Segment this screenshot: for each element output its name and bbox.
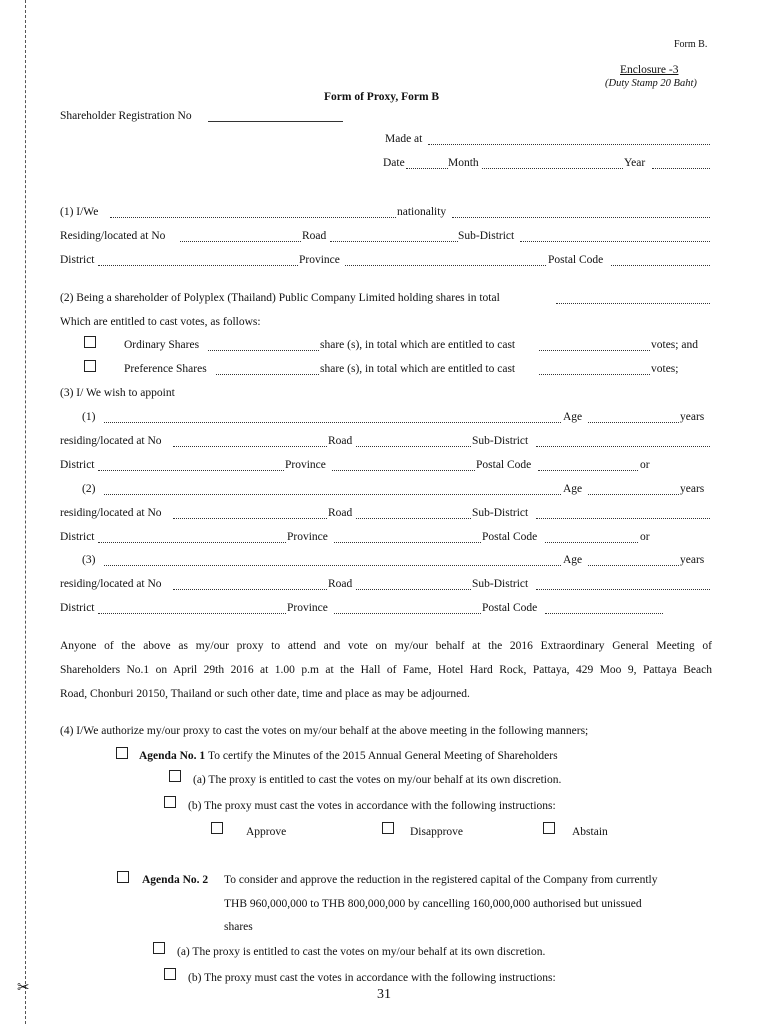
agenda-2-option-a-label: (a) The proxy is entitled to cast the votes on my/our behalf at its own discretion. — [177, 946, 546, 958]
proxy-3-province-field[interactable] — [334, 613, 481, 614]
votes-end-label: votes; — [651, 363, 679, 375]
proxy-3-name-field[interactable] — [104, 565, 561, 566]
made-at-field[interactable] — [428, 144, 710, 145]
postal-code-label: Postal Code — [548, 254, 604, 266]
registration-no-label: Shareholder Registration No — [60, 110, 192, 122]
agenda-2-option-b-label: (b) The proxy must cast the votes in accordance with the following instructions: — [188, 972, 556, 984]
month-field[interactable] — [482, 168, 623, 169]
proxy-2-years-label: years — [680, 483, 705, 495]
duty-stamp-note: (Duty Stamp 20 Baht) — [605, 78, 697, 89]
nationality-label: nationality — [397, 206, 447, 218]
proxy-1-postal-code-field[interactable] — [538, 470, 638, 471]
agenda-1-title: Agenda No. 1 To certify the Minutes of the 2015 Annual General Meeting of Shareholders — [139, 750, 558, 762]
proxy-2-sub-district-field[interactable] — [536, 518, 710, 519]
proxy-2-road-label: Road — [328, 507, 353, 519]
proxy-3-district-field[interactable] — [98, 613, 286, 614]
proxy-2-district-label: District — [60, 531, 95, 543]
proxy-1-province-label: Province — [285, 459, 326, 471]
agenda-1-approve-label: Approve — [246, 826, 287, 838]
ordinary-share-text: share (s), in total which are entitled to cast — [320, 339, 516, 351]
agenda-2-text-line-1: To consider and approve the reduction in the registered capital of the Company from currently — [224, 874, 658, 886]
proxy-1-number: (1) — [82, 411, 96, 423]
year-field[interactable] — [652, 168, 710, 169]
authorize-intro: (4) I/We authorize my/our proxy to cast the votes on my/our behalf at the above meeting in the following manners; — [60, 725, 589, 737]
agenda-2-option-a-checkbox[interactable] — [153, 942, 165, 954]
agenda-1-option-b-checkbox[interactable] — [164, 796, 176, 808]
month-label: Month — [448, 157, 479, 169]
name-field[interactable] — [110, 217, 396, 218]
preference-shares-label: Preference Shares — [124, 363, 207, 375]
proxy-3-postal-code-label: Postal Code — [482, 602, 538, 614]
residing-label: Residing/located at No — [60, 230, 166, 242]
ordinary-shares-label: Ordinary Shares — [124, 339, 200, 351]
enclosure-label: Enclosure -3 — [620, 64, 679, 76]
agenda-1-option-a-checkbox[interactable] — [169, 770, 181, 782]
agenda-2-text-line-2: THB 960,000,000 to THB 800,000,000 by cancelling 160,000,000 authorised but unissued — [224, 898, 642, 910]
preference-shares-checkbox[interactable] — [84, 360, 96, 372]
proxy-1-province-field[interactable] — [332, 470, 475, 471]
proxy-3-address-no-field[interactable] — [173, 589, 327, 590]
proxy-2-address-no-field[interactable] — [173, 518, 327, 519]
proxy-3-years-label: years — [680, 554, 705, 566]
cut-line — [25, 0, 26, 1024]
proxy-2-province-field[interactable] — [334, 542, 481, 543]
proxy-3-sub-district-field[interactable] — [536, 589, 710, 590]
proxy-2-postal-code-label: Postal Code — [482, 531, 538, 543]
proxy-2-residing-label: residing/located at No — [60, 507, 162, 519]
agenda-1-approve-checkbox[interactable] — [211, 822, 223, 834]
agenda-1-abstain-checkbox[interactable] — [543, 822, 555, 834]
ordinary-shares-checkbox[interactable] — [84, 336, 96, 348]
agenda-2-checkbox[interactable] — [117, 871, 129, 883]
votes-and-label: votes; and — [651, 339, 698, 351]
page-title: Form of Proxy, Form B — [324, 91, 440, 103]
proxy-2-province-label: Province — [287, 531, 328, 543]
sub-district-field[interactable] — [520, 241, 710, 242]
nationality-field[interactable] — [452, 217, 710, 218]
proxy-2-district-field[interactable] — [98, 542, 286, 543]
proxy-1-years-label: years — [680, 411, 705, 423]
proxy-2-sub-district-label: Sub-District — [472, 507, 529, 519]
sub-district-label: Sub-District — [458, 230, 515, 242]
district-label: District — [60, 254, 95, 266]
proxy-3-province-label: Province — [287, 602, 328, 614]
proxy-1-address-no-field[interactable] — [173, 446, 327, 447]
proxy-1-age-field[interactable] — [588, 422, 679, 423]
agenda-2-label: Agenda No. 2 — [142, 874, 209, 886]
total-shares-field[interactable] — [556, 303, 710, 304]
form-label: Form B. — [674, 39, 708, 50]
proxy-3-age-label: Age — [563, 554, 583, 566]
date-field[interactable] — [406, 168, 448, 169]
proxy-1-or-label: or — [640, 459, 650, 471]
date-label: Date — [383, 157, 405, 169]
proxy-3-district-label: District — [60, 602, 95, 614]
proxy-2-number: (2) — [82, 483, 96, 495]
meeting-paragraph-line-1: Anyone of the above as my/our proxy to attend and vote on my/our behalf at the 2016 Extraordinary General Meeting of — [60, 640, 712, 652]
proxy-1-road-field[interactable] — [356, 446, 471, 447]
agenda-2-text-line-3: shares — [224, 921, 253, 933]
appoint-intro: (3) I/ We wish to appoint — [60, 387, 175, 399]
shareholder-intro: (2) Being a shareholder of Polyplex (Thailand) Public Company Limited holding shares in total — [60, 292, 500, 304]
proxy-2-name-field[interactable] — [104, 494, 561, 495]
postal-code-field[interactable] — [611, 265, 710, 266]
entitled-votes-text: Which are entitled to cast votes, as follows: — [60, 316, 261, 328]
address-no-field[interactable] — [180, 241, 301, 242]
proxy-1-sub-district-field[interactable] — [536, 446, 710, 447]
page-number: 31 — [377, 987, 391, 1002]
preference-votes-field[interactable] — [539, 374, 650, 375]
proxy-3-number: (3) — [82, 554, 96, 566]
agenda-1-option-b-label: (b) The proxy must cast the votes in accordance with the following instructions: — [188, 800, 556, 812]
year-label: Year — [624, 157, 646, 169]
province-field[interactable] — [345, 265, 546, 266]
i-we-label: (1) I/We — [60, 206, 99, 218]
made-at-label: Made at — [385, 133, 423, 145]
preference-shares-field[interactable] — [216, 374, 319, 375]
proxy-1-postal-code-label: Postal Code — [476, 459, 532, 471]
proxy-2-or-label: or — [640, 531, 650, 543]
road-label: Road — [302, 230, 327, 242]
agenda-2-option-b-checkbox[interactable] — [164, 968, 176, 980]
ordinary-shares-field[interactable] — [208, 350, 319, 351]
proxy-2-road-field[interactable] — [356, 518, 471, 519]
meeting-paragraph-line-2: Shareholders No.1 on April 29th 2016 at 1.00 p.m at the Hall of Fame, Hotel Hard Rock, Pattaya, 429 Moo 9, Pattaya Beach — [60, 664, 712, 676]
proxy-1-district-field[interactable] — [98, 470, 284, 471]
meeting-paragraph-line-3: Road, Chonburi 20150, Thailand or such other date, time and place as may be adjourned. — [60, 688, 470, 700]
road-field[interactable] — [330, 241, 458, 242]
proxy-2-age-label: Age — [563, 483, 583, 495]
scissors-icon: ✂ — [17, 978, 30, 996]
agenda-1-disapprove-label: Disapprove — [410, 826, 464, 838]
district-field[interactable] — [98, 265, 298, 266]
agenda-1-checkbox[interactable] — [116, 747, 128, 759]
proxy-1-age-label: Age — [563, 411, 583, 423]
proxy-1-district-label: District — [60, 459, 95, 471]
proxy-2-age-field[interactable] — [588, 494, 679, 495]
agenda-1-disapprove-checkbox[interactable] — [382, 822, 394, 834]
preference-share-text: share (s), in total which are entitled to cast — [320, 363, 516, 375]
proxy-3-road-field[interactable] — [356, 589, 471, 590]
proxy-3-road-label: Road — [328, 578, 353, 590]
registration-no-field[interactable] — [208, 121, 343, 122]
ordinary-votes-field[interactable] — [539, 350, 650, 351]
agenda-1-option-a-label: (a) The proxy is entitled to cast the votes on my/our behalf at its own discretion. — [193, 774, 562, 786]
province-label: Province — [299, 254, 340, 266]
proxy-3-postal-code-field[interactable] — [545, 613, 663, 614]
proxy-3-sub-district-label: Sub-District — [472, 578, 529, 590]
proxy-3-age-field[interactable] — [588, 565, 679, 566]
proxy-1-sub-district-label: Sub-District — [472, 435, 529, 447]
proxy-1-road-label: Road — [328, 435, 353, 447]
proxy-1-name-field[interactable] — [104, 422, 561, 423]
proxy-2-postal-code-field[interactable] — [545, 542, 638, 543]
agenda-1-abstain-label: Abstain — [572, 826, 608, 838]
proxy-3-residing-label: residing/located at No — [60, 578, 162, 590]
proxy-1-residing-label: residing/located at No — [60, 435, 162, 447]
